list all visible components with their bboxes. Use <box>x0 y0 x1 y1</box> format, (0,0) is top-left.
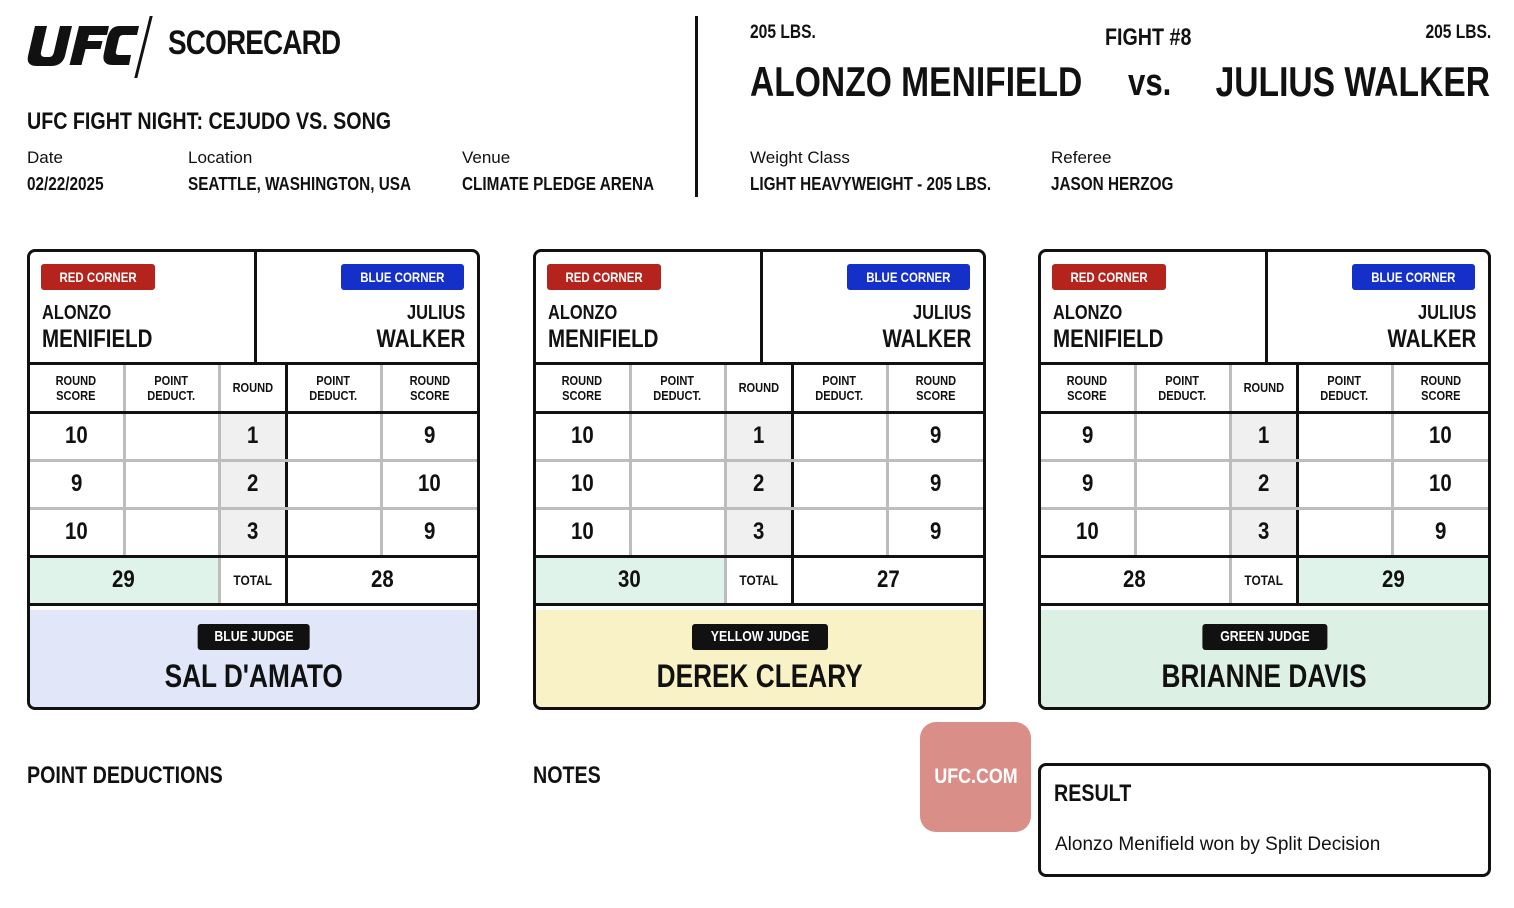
judge-area <box>1041 610 1488 710</box>
blue-round-score: 9 <box>887 508 983 556</box>
judge-scorecard-2 <box>533 249 986 710</box>
red-point-deduction <box>124 508 219 556</box>
blue-corner-fighter <box>376 302 465 354</box>
blue-point-deduction <box>792 412 887 460</box>
red-last-name: MENIFIELD <box>1053 325 1164 353</box>
red-fighter-name: ALONZO MENIFIELD <box>750 58 1083 105</box>
round-header: ROUND <box>725 365 792 412</box>
referee-field <box>1051 148 1195 195</box>
round-row <box>30 508 477 556</box>
venue-field <box>462 148 688 195</box>
result-box <box>1038 763 1491 877</box>
red-round-score: 10 <box>536 508 630 556</box>
total-label: TOTAL <box>219 556 286 604</box>
blue-point-deduction <box>1297 412 1392 460</box>
round-number: 2 <box>1230 460 1297 508</box>
round-number: 3 <box>1230 508 1297 556</box>
round-row <box>30 460 477 508</box>
location-value: SEATTLE, WASHINGTON, USA <box>188 174 412 194</box>
blue-total: 29 <box>1297 556 1488 604</box>
weight-class-label: Weight Class <box>750 148 850 167</box>
blue-last-name: WALKER <box>1387 325 1476 353</box>
round-number: 1 <box>725 412 792 460</box>
blue-round-score: 9 <box>887 412 983 460</box>
score-table <box>30 365 477 606</box>
red-point-deduct-header: POINT DEDUCT. <box>1135 365 1230 412</box>
judge-color-badge: GREEN JUDGE <box>1202 624 1327 650</box>
blue-point-deduction <box>792 508 887 556</box>
blue-total: 28 <box>286 556 477 604</box>
judge-color-badge: BLUE JUDGE <box>197 624 310 650</box>
round-number: 3 <box>219 508 286 556</box>
round-row <box>536 508 983 556</box>
red-corner-badge: RED CORNER <box>41 264 155 290</box>
blue-point-deduct-header: POINT DEDUCT. <box>286 365 381 412</box>
red-point-deduct-header: POINT DEDUCT. <box>630 365 725 412</box>
weight-class-field <box>750 148 1034 195</box>
fight-number: FIGHT #8 <box>1105 24 1192 51</box>
round-row <box>1041 460 1488 508</box>
round-row <box>536 460 983 508</box>
card-header <box>30 252 477 365</box>
judge-name: DEREK CLEARY <box>656 658 863 694</box>
referee-label: Referee <box>1051 148 1112 167</box>
score-table <box>1041 365 1488 606</box>
blue-first-name: JULIUS <box>912 302 971 324</box>
judge-name: BRIANNE DAVIS <box>1161 658 1368 694</box>
red-corner-fighter <box>1053 302 1163 354</box>
red-total: 28 <box>1041 556 1230 604</box>
blue-last-name: WALKER <box>882 325 971 353</box>
red-point-deduct-header: POINT DEDUCT. <box>124 365 219 412</box>
red-last-name: MENIFIELD <box>42 325 153 353</box>
round-row <box>1041 508 1488 556</box>
venue-label: Venue <box>462 148 511 167</box>
location-field <box>188 148 450 195</box>
round-header: ROUND <box>1230 365 1297 412</box>
red-first-name: ALONZO <box>548 302 618 324</box>
red-round-score: 10 <box>536 460 630 508</box>
card-header <box>1041 252 1488 365</box>
total-label: TOTAL <box>1230 556 1297 604</box>
score-table-header <box>30 365 477 412</box>
blue-corner-badge: BLUE CORNER <box>341 264 464 290</box>
result-text: Alonzo Menifield won by Split Decision <box>1055 834 1381 855</box>
blue-point-deduction <box>286 508 381 556</box>
date-value: 02/22/2025 <box>27 174 104 194</box>
blue-last-name: WALKER <box>376 325 465 353</box>
judge-scorecard-1 <box>27 249 480 710</box>
blue-point-deduction <box>1297 460 1392 508</box>
red-last-name: MENIFIELD <box>548 325 659 353</box>
referee-value: JASON HERZOG <box>1051 174 1174 194</box>
red-total: 30 <box>536 556 725 604</box>
location-label: Location <box>188 148 253 167</box>
red-round-score: 10 <box>1041 508 1135 556</box>
blue-round-score: 9 <box>381 508 477 556</box>
round-number: 3 <box>725 508 792 556</box>
red-round-score: 9 <box>1041 460 1135 508</box>
notes-title: NOTES <box>533 762 601 789</box>
blue-point-deduction <box>792 460 887 508</box>
red-point-deduction <box>630 508 725 556</box>
corner-divider <box>1265 252 1268 365</box>
point-deductions-title: POINT DEDUCTIONS <box>27 762 223 789</box>
red-point-deduction <box>630 460 725 508</box>
round-number: 2 <box>219 460 286 508</box>
blue-round-score-header: ROUND SCORE <box>1392 365 1488 412</box>
red-round-score-header: ROUND SCORE <box>30 365 124 412</box>
red-point-deduction <box>1135 460 1230 508</box>
red-round-score: 9 <box>30 460 124 508</box>
red-weight: 205 LBS. <box>750 22 816 43</box>
red-round-score: 10 <box>536 412 630 460</box>
vs-label: vs. <box>1128 62 1172 104</box>
round-row <box>1041 412 1488 460</box>
scorecard-heading: SCORECARD <box>168 24 341 62</box>
round-number: 2 <box>725 460 792 508</box>
total-row <box>536 556 983 604</box>
total-label: TOTAL <box>725 556 792 604</box>
blue-round-score: 10 <box>1392 412 1488 460</box>
blue-total: 27 <box>792 556 983 604</box>
red-corner-badge: RED CORNER <box>1052 264 1166 290</box>
blue-round-score: 10 <box>1392 460 1488 508</box>
judge-scorecard-3 <box>1038 249 1491 710</box>
ufc-logo <box>27 20 139 70</box>
event-title: UFC FIGHT NIGHT: CEJUDO VS. SONG <box>27 108 392 135</box>
blue-round-score-header: ROUND SCORE <box>887 365 983 412</box>
date-field <box>27 148 117 195</box>
venue-value: CLIMATE PLEDGE ARENA <box>462 174 655 194</box>
red-point-deduction <box>1135 508 1230 556</box>
blue-round-score: 9 <box>1392 508 1488 556</box>
blue-point-deduction <box>286 412 381 460</box>
judge-name: SAL D'AMATO <box>164 658 343 694</box>
corner-divider <box>760 252 763 365</box>
round-number: 1 <box>219 412 286 460</box>
red-point-deduction <box>124 460 219 508</box>
blue-weight: 205 LBS. <box>1425 22 1491 43</box>
red-first-name: ALONZO <box>42 302 112 324</box>
blue-first-name: JULIUS <box>1417 302 1476 324</box>
blue-round-score: 10 <box>381 460 477 508</box>
ufc-com-watermark: UFC.COM <box>920 722 1031 832</box>
red-round-score: 9 <box>1041 412 1135 460</box>
date-label: Date <box>27 148 63 167</box>
header-divider <box>695 16 698 197</box>
blue-point-deduction <box>1297 508 1392 556</box>
blue-fighter-name: JULIUS WALKER <box>1215 58 1490 105</box>
red-point-deduction <box>630 412 725 460</box>
total-row <box>1041 556 1488 604</box>
blue-corner-badge: BLUE CORNER <box>847 264 970 290</box>
blue-first-name: JULIUS <box>406 302 465 324</box>
score-table-header <box>536 365 983 412</box>
score-table <box>536 365 983 606</box>
red-point-deduction <box>1135 412 1230 460</box>
blue-point-deduct-header: POINT DEDUCT. <box>1297 365 1392 412</box>
judge-area <box>536 610 983 710</box>
blue-corner-fighter <box>1387 302 1476 354</box>
judge-color-badge: YELLOW JUDGE <box>691 624 827 650</box>
red-total: 29 <box>30 556 219 604</box>
red-point-deduction <box>124 412 219 460</box>
red-corner-fighter <box>548 302 658 354</box>
blue-round-score: 9 <box>887 460 983 508</box>
blue-point-deduction <box>286 460 381 508</box>
blue-round-score-header: ROUND SCORE <box>381 365 477 412</box>
round-number: 1 <box>1230 412 1297 460</box>
red-corner-badge: RED CORNER <box>547 264 661 290</box>
corner-divider <box>254 252 257 365</box>
red-round-score: 10 <box>30 412 124 460</box>
weight-class-value: LIGHT HEAVYWEIGHT - 205 LBS. <box>750 174 992 194</box>
blue-corner-fighter <box>882 302 971 354</box>
red-first-name: ALONZO <box>1053 302 1123 324</box>
score-table-header <box>1041 365 1488 412</box>
round-row <box>536 412 983 460</box>
red-round-score: 10 <box>30 508 124 556</box>
blue-corner-badge: BLUE CORNER <box>1352 264 1475 290</box>
total-row <box>30 556 477 604</box>
blue-point-deduct-header: POINT DEDUCT. <box>792 365 887 412</box>
round-header: ROUND <box>219 365 286 412</box>
red-round-score-header: ROUND SCORE <box>1041 365 1135 412</box>
card-header <box>536 252 983 365</box>
result-title: RESULT <box>1054 780 1132 807</box>
judge-area <box>30 610 477 710</box>
blue-round-score: 9 <box>381 412 477 460</box>
red-round-score-header: ROUND SCORE <box>536 365 630 412</box>
round-row <box>30 412 477 460</box>
red-corner-fighter <box>42 302 152 354</box>
